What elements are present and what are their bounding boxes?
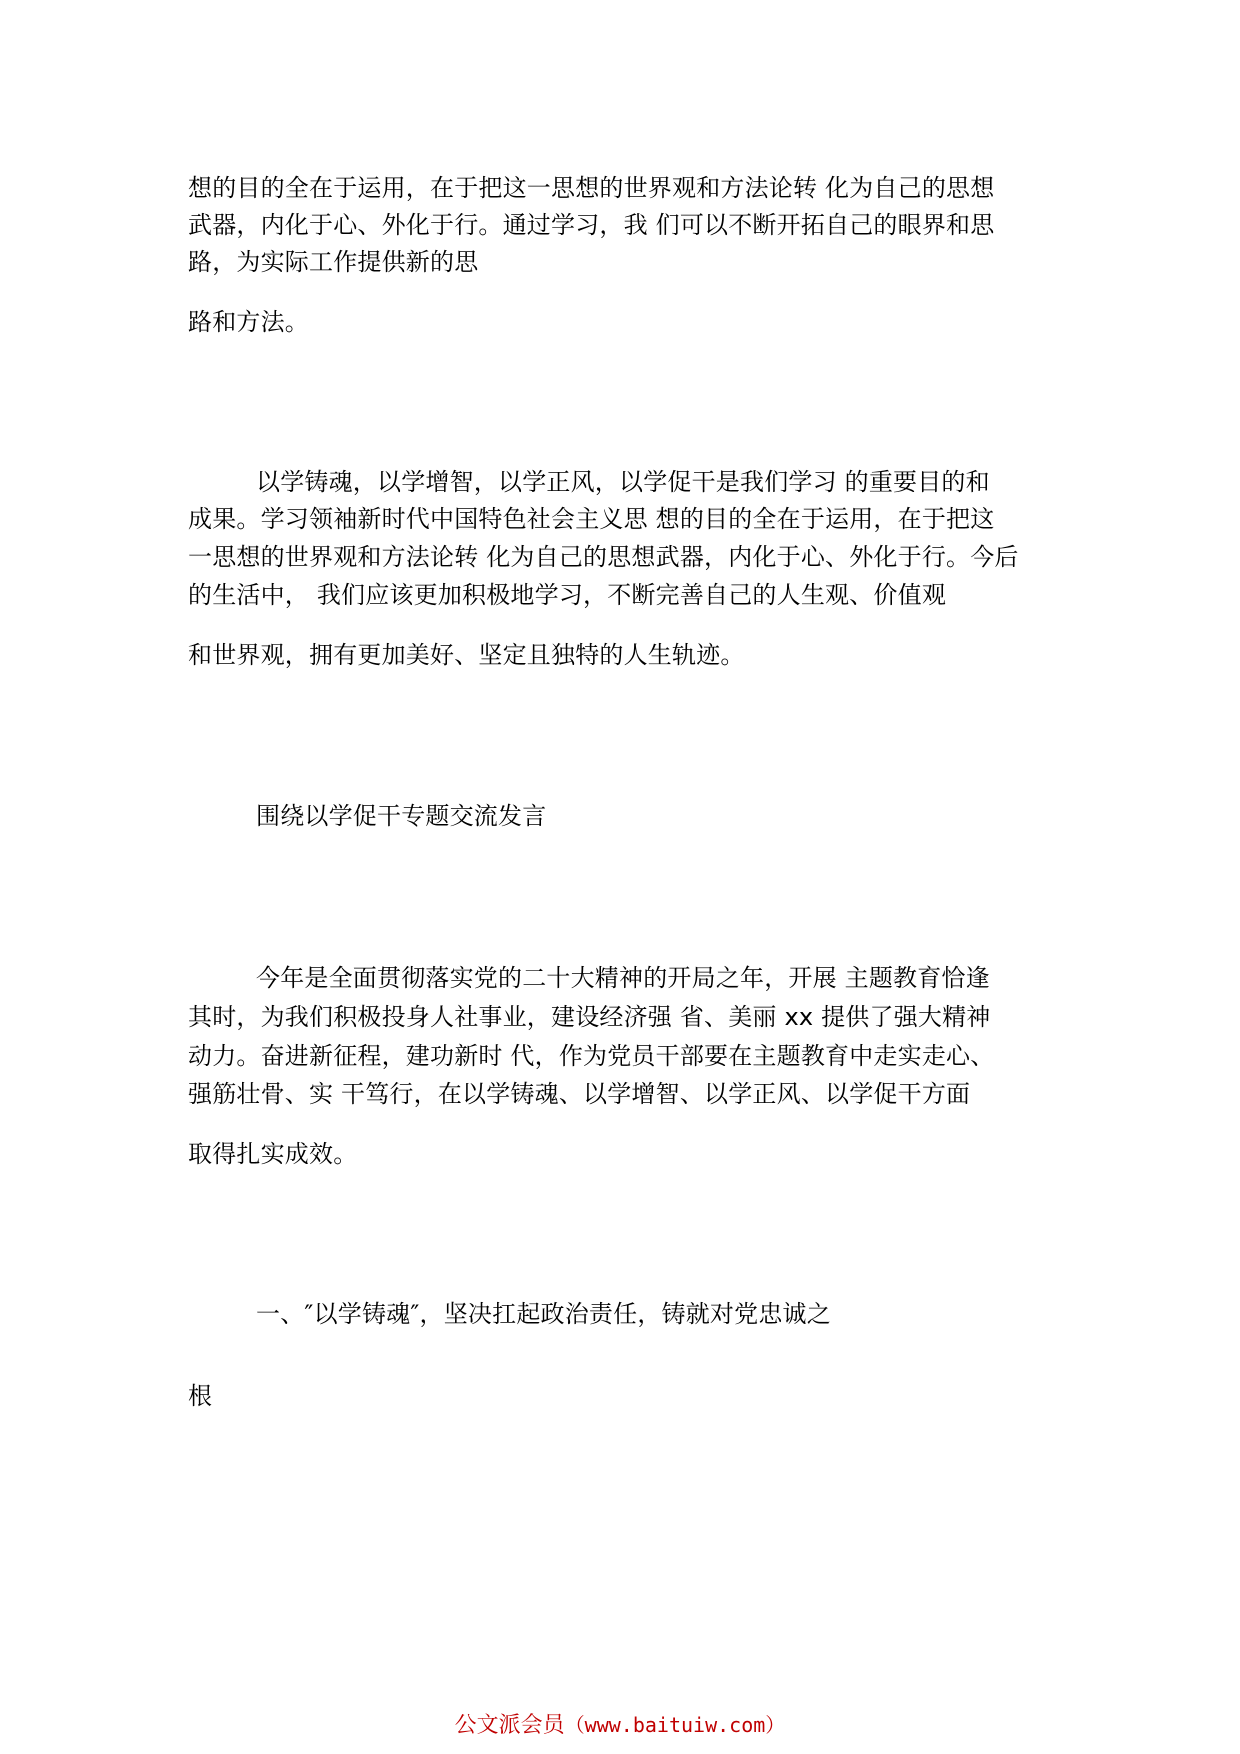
text-line: 其时，为我们积极投身人社事业，建设经济强 省、美丽 xx 提供了强大精神 bbox=[188, 1003, 991, 1031]
paragraph-first-line: 以学铸魂，以学增智，以学正风，以学促干是我们学习 的重要目的和 bbox=[256, 468, 990, 496]
text-line: 动力。奋进新征程，建功新时 代，作为党员干部要在主题教育中走实走心、 bbox=[188, 1042, 995, 1070]
footer-watermark bbox=[0, 1710, 1240, 1741]
footer-brand: 公文派会员 bbox=[454, 1713, 565, 1738]
text-line: 强筋壮骨、实 干笃行，在以学铸魂、以学增智、以学正风、以学促干方面 bbox=[188, 1080, 971, 1108]
subsection-heading: 一、″以学铸魂″，坚决扛起政治责任，铸就对党忠诚之 bbox=[256, 1300, 831, 1328]
text-line: 一思想的世界观和方法论转 化为自己的思想武器，内化于心、外化于行。今后 bbox=[188, 543, 1019, 571]
section-heading: 围绕以学促干专题交流发言 bbox=[256, 802, 547, 830]
text-line: 根 bbox=[188, 1382, 213, 1410]
text-line: 的生活中， 我们应该更加积极地学习，不断完善自己的人生观、价值观 bbox=[188, 581, 947, 609]
text-line: 路，为实际工作提供新的思 bbox=[188, 248, 479, 276]
text-line: 武器，内化于心、外化于行。通过学习，我 们可以不断开拓自己的眼界和思 bbox=[188, 211, 995, 239]
paragraph-first-line: 今年是全面贯彻落实党的二十大精神的开局之年，开展 主题教育恰逢 bbox=[256, 964, 990, 992]
text-line: 成果。学习领袖新时代中国特色社会主义思 想的目的全在于运用，在于把这 bbox=[188, 505, 995, 533]
text-line: 和世界观，拥有更加美好、坚定且独特的人生轨迹。 bbox=[188, 641, 745, 669]
text-line: 路和方法。 bbox=[188, 308, 309, 336]
footer-url: （www.baituiw.com） bbox=[564, 1713, 786, 1737]
text-line: 想的目的全在于运用，在于把这一思想的世界观和方法论转 化为自己的思想 bbox=[188, 174, 995, 202]
text-line: 取得扎实成效。 bbox=[188, 1140, 358, 1168]
